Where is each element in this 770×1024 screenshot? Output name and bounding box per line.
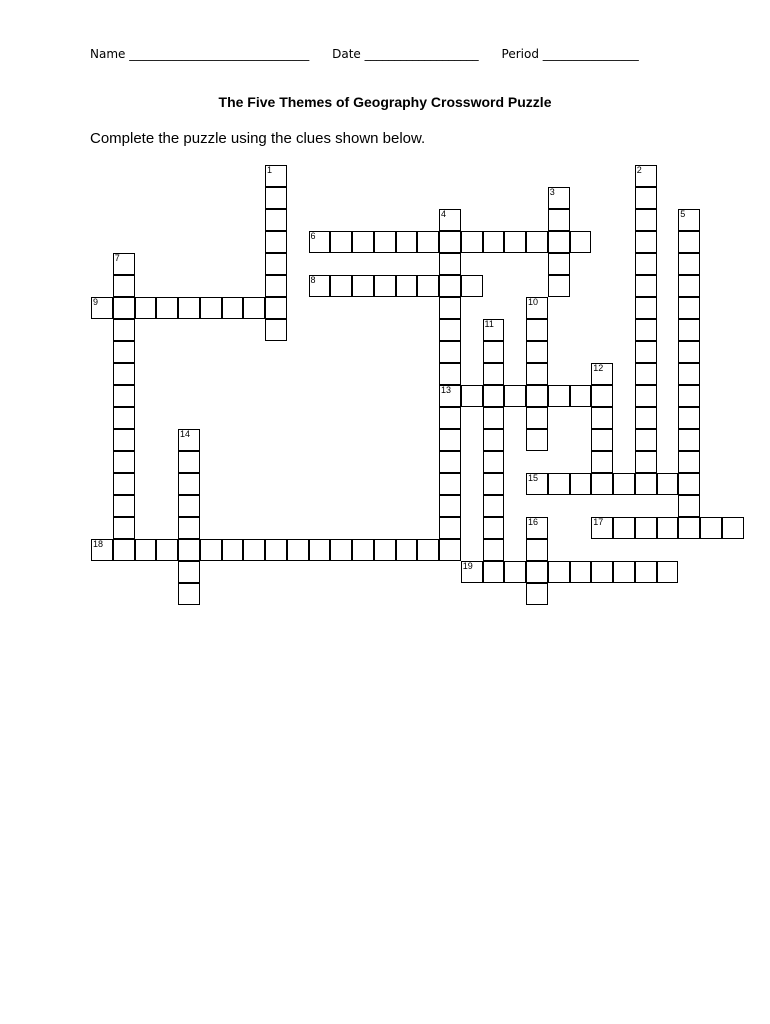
crossword-cell[interactable] [309,539,331,561]
crossword-cell[interactable] [591,385,613,407]
crossword-cell[interactable] [678,209,700,231]
clue-number: 2 [636,165,642,175]
crossword-cell[interactable] [439,517,461,539]
crossword-cell[interactable] [374,539,396,561]
name-line: ______________________________ [129,47,310,61]
crossword-cell[interactable] [222,297,244,319]
crossword-cell[interactable] [483,561,505,583]
crossword-cell[interactable] [417,231,439,253]
clue-number: 9 [93,297,99,307]
crossword-cell[interactable] [439,297,461,319]
crossword-cell[interactable] [439,429,461,451]
crossword-cell[interactable] [548,561,570,583]
crossword-cell[interactable] [352,231,374,253]
crossword-cell[interactable] [483,539,505,561]
crossword-cell[interactable] [396,539,418,561]
crossword-cell[interactable] [113,451,135,473]
crossword-cell[interactable] [91,297,113,319]
crossword-cell[interactable] [526,583,548,605]
crossword-cell[interactable] [678,275,700,297]
clue-number: 17 [593,517,604,527]
crossword-cell[interactable] [330,275,352,297]
crossword-cell[interactable] [635,165,657,187]
crossword-cell[interactable] [243,297,265,319]
crossword-cell[interactable] [635,363,657,385]
crossword-cell[interactable] [526,363,548,385]
name-label: Name [90,47,126,61]
clue-number: 4 [441,209,447,219]
crossword-cell[interactable] [483,473,505,495]
crossword-cell[interactable] [635,451,657,473]
crossword-cell[interactable] [635,385,657,407]
crossword-cell[interactable] [635,341,657,363]
crossword-cell[interactable] [678,253,700,275]
clue-number: 13 [441,385,452,395]
crossword-cell[interactable] [526,341,548,363]
crossword-cell[interactable] [678,495,700,517]
crossword-cell[interactable] [396,275,418,297]
crossword-cell[interactable] [178,495,200,517]
crossword-cell[interactable] [591,561,613,583]
crossword-cell[interactable] [439,319,461,341]
crossword-cell[interactable] [635,429,657,451]
crossword-cell[interactable] [265,275,287,297]
crossword-cell[interactable] [635,319,657,341]
crossword-cell[interactable] [178,539,200,561]
crossword-cell[interactable] [526,319,548,341]
clue-number: 1 [267,165,273,175]
crossword-cell[interactable] [591,363,613,385]
clue-number: 19 [462,561,473,571]
crossword-cell[interactable] [113,253,135,275]
crossword-cell[interactable] [678,297,700,319]
crossword-cell[interactable] [178,561,200,583]
crossword-cell[interactable] [526,473,548,495]
crossword-cell[interactable] [113,385,135,407]
date-label: Date [332,47,361,61]
crossword-cell[interactable] [178,583,200,605]
crossword-cell[interactable] [483,341,505,363]
clue-number: 18 [93,539,104,549]
crossword-cell[interactable] [504,561,526,583]
crossword-cell[interactable] [483,451,505,473]
crossword-cell[interactable] [439,473,461,495]
crossword-cell[interactable] [483,495,505,517]
crossword-cell[interactable] [461,561,483,583]
crossword-cell[interactable] [374,275,396,297]
crossword-cell[interactable] [156,297,178,319]
crossword-cell[interactable] [287,539,309,561]
crossword-cell[interactable] [591,407,613,429]
instructions: Complete the puzzle using the clues shown below. [90,130,426,147]
crossword-cell[interactable] [330,539,352,561]
clue-number: 15 [528,473,539,483]
crossword-cell[interactable] [657,473,679,495]
clue-number: 6 [310,231,316,241]
crossword-cell[interactable] [678,363,700,385]
crossword-cell[interactable] [178,517,200,539]
crossword-cell[interactable] [678,517,700,539]
crossword-cell[interactable] [591,473,613,495]
crossword-cell[interactable] [483,429,505,451]
crossword-cell[interactable] [504,385,526,407]
crossword-cell[interactable] [483,319,505,341]
crossword-cell[interactable] [548,275,570,297]
crossword-cell[interactable] [483,385,505,407]
crossword-cell[interactable] [439,253,461,275]
crossword-cell[interactable] [678,231,700,253]
crossword-cell[interactable] [678,319,700,341]
crossword-cell[interactable] [461,275,483,297]
crossword-cell[interactable] [526,429,548,451]
crossword-cell[interactable] [526,517,548,539]
clue-number: 5 [680,209,686,219]
crossword-cell[interactable] [591,517,613,539]
crossword-cell[interactable] [178,297,200,319]
crossword-cell[interactable] [222,539,244,561]
crossword-cell[interactable] [156,539,178,561]
crossword-cell[interactable] [200,297,222,319]
crossword-cell[interactable] [374,231,396,253]
crossword-cell[interactable] [548,187,570,209]
crossword-cell[interactable] [635,187,657,209]
crossword-cell[interactable] [548,253,570,275]
crossword-cell[interactable] [548,473,570,495]
date-line: ___________________ [364,47,479,61]
crossword-cell[interactable] [439,275,461,297]
crossword-cell[interactable] [461,231,483,253]
crossword-cell[interactable] [439,407,461,429]
crossword-cell[interactable] [265,319,287,341]
crossword-cell[interactable] [265,209,287,231]
crossword-cell[interactable] [526,231,548,253]
crossword-cell[interactable] [591,451,613,473]
crossword-cell[interactable] [635,297,657,319]
crossword-cell[interactable] [439,209,461,231]
crossword-cell[interactable] [613,517,635,539]
crossword-cell[interactable] [461,385,483,407]
crossword-cell[interactable] [439,231,461,253]
crossword-cell[interactable] [504,231,526,253]
crossword-cell[interactable] [483,231,505,253]
clue-number: 7 [114,253,120,263]
crossword-cell[interactable] [352,275,374,297]
crossword-cell[interactable] [309,231,331,253]
crossword-cell[interactable] [635,407,657,429]
crossword-cell[interactable] [243,539,265,561]
page-title: The Five Themes of Geography Crossword Puzzle [218,94,552,110]
crossword-cell[interactable] [439,363,461,385]
crossword-cell[interactable] [635,561,657,583]
crossword-cell[interactable] [678,407,700,429]
crossword-cell[interactable] [309,275,331,297]
crossword-cell[interactable] [722,517,744,539]
crossword-cell[interactable] [526,561,548,583]
crossword-cell[interactable] [178,451,200,473]
crossword-cell[interactable] [135,297,157,319]
crossword-cell[interactable] [439,341,461,363]
clue-number: 16 [528,517,539,527]
crossword-cell[interactable] [570,473,592,495]
crossword-cell[interactable] [113,319,135,341]
crossword-cell[interactable] [200,539,222,561]
crossword-cell[interactable] [678,385,700,407]
crossword-cell[interactable] [265,231,287,253]
crossword-cell[interactable] [678,473,700,495]
crossword-cell[interactable] [548,385,570,407]
crossword-cell[interactable] [113,539,135,561]
crossword-cell[interactable] [439,495,461,517]
crossword-cell[interactable] [548,231,570,253]
crossword-cell[interactable] [570,385,592,407]
clue-number: 11 [484,319,494,329]
crossword-cell[interactable] [439,451,461,473]
crossword-cell[interactable] [178,473,200,495]
crossword-cell[interactable] [113,341,135,363]
crossword-cell[interactable] [483,407,505,429]
clue-number: 12 [593,363,604,373]
crossword-cell[interactable] [113,363,135,385]
crossword-cell[interactable] [113,495,135,517]
crossword-cell[interactable] [613,561,635,583]
crossword-cell[interactable] [526,385,548,407]
crossword-cell[interactable] [613,473,635,495]
period-line: ________________ [542,47,639,61]
crossword-cell[interactable] [526,407,548,429]
crossword-cell[interactable] [265,297,287,319]
crossword-cell[interactable] [265,253,287,275]
crossword-cell[interactable] [678,451,700,473]
crossword-cell[interactable] [548,209,570,231]
crossword-cell[interactable] [439,385,461,407]
crossword-cell[interactable] [483,363,505,385]
clue-number: 10 [528,297,539,307]
crossword-cell[interactable] [678,429,700,451]
crossword-cell[interactable] [330,231,352,253]
crossword-cell[interactable] [657,561,679,583]
crossword-cell[interactable] [352,539,374,561]
crossword-cell[interactable] [265,187,287,209]
period-label: Period [501,47,539,61]
crossword-cell[interactable] [113,407,135,429]
crossword-cell[interactable] [526,297,548,319]
crossword-cell[interactable] [91,539,113,561]
crossword-cell[interactable] [113,297,135,319]
crossword-cell[interactable] [700,517,722,539]
crossword-cell[interactable] [396,231,418,253]
crossword-cell[interactable] [265,539,287,561]
crossword-cell[interactable] [635,253,657,275]
crossword-cell[interactable] [439,539,461,561]
crossword-cell[interactable] [635,473,657,495]
crossword-cell[interactable] [113,275,135,297]
crossword-cell[interactable] [635,209,657,231]
clue-number: 3 [549,187,555,197]
crossword-cell[interactable] [113,517,135,539]
crossword-cell[interactable] [178,429,200,451]
crossword-cell[interactable] [678,341,700,363]
crossword-cell[interactable] [570,561,592,583]
crossword-cell[interactable] [657,517,679,539]
crossword-cell[interactable] [483,517,505,539]
crossword-cell[interactable] [113,429,135,451]
crossword-cell[interactable] [135,539,157,561]
crossword-cell[interactable] [635,517,657,539]
crossword-cell[interactable] [635,275,657,297]
crossword-cell[interactable] [635,231,657,253]
crossword-cell[interactable] [570,231,592,253]
crossword-cell[interactable] [265,165,287,187]
clue-number: 8 [310,275,316,285]
crossword-cell[interactable] [591,429,613,451]
crossword-cell[interactable] [417,275,439,297]
crossword-cell[interactable] [526,539,548,561]
crossword-cell[interactable] [113,473,135,495]
clue-number: 14 [180,429,191,439]
crossword-cell[interactable] [417,539,439,561]
